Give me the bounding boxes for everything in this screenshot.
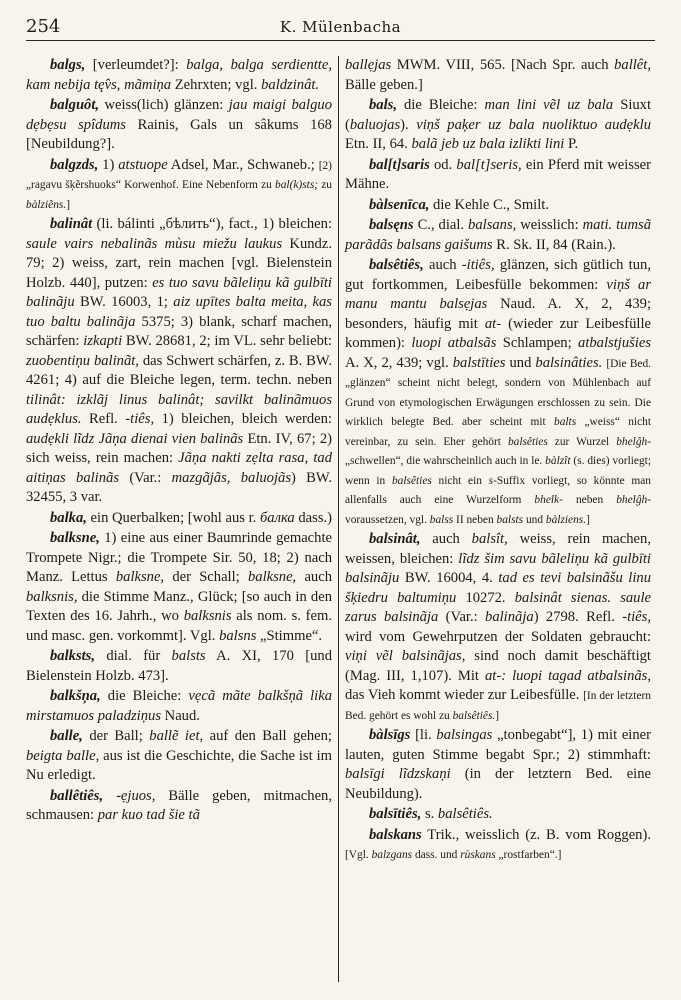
entry-text: dial. für <box>95 648 172 664</box>
entry-text: 1) eine aus einer Baumrinde gemachte Trompete Nigr.; die Trompete Sir. 50, 18; 2) nach Manz. Lettus <box>26 530 332 585</box>
entry-text: -Suffix vorliegt, so könnte man allenfalls auch eine Wurzelform <box>345 474 651 506</box>
entry-text: ein Querbalken; [wohl aus r. <box>86 509 260 526</box>
entry-text: Schlampen; <box>496 335 579 351</box>
entry-text: Rainis, Gals un sâkums 168 [Neubildung?]. <box>26 116 332 152</box>
entry-text: 10272. <box>456 589 515 606</box>
column-divider <box>338 56 339 982</box>
entry-text: und <box>505 354 536 371</box>
entry-example: rùskans <box>460 849 496 861</box>
dictionary-entry <box>26 647 332 686</box>
entry-example: bhelk- <box>534 494 563 506</box>
page-number: 254 <box>26 16 61 37</box>
entry-example: balã jeb uz bala izlikti lini <box>411 136 565 152</box>
entry-headword: balskans <box>369 826 422 843</box>
entry-example: balksne, <box>247 569 297 585</box>
entry-text: Zehrxten; vgl. <box>171 76 262 93</box>
entry-headword: balgs, <box>50 57 86 73</box>
entry-text: auch <box>420 531 472 547</box>
entry-text: glänzen, sich gütlich tun, gut fortkommen, Leibesfülle bekommen: <box>345 257 651 293</box>
entry-headword: balsęns <box>369 217 414 233</box>
entry-example: mazgãjãs, baluojãs <box>171 469 292 486</box>
entry-example: balsns <box>219 627 257 644</box>
entry-example: vẹcã mãte balkšņã lika mirstamuos paladziņus <box>26 688 333 724</box>
entry-text: auf den Ball gehen; <box>203 728 332 744</box>
entry-example: zuobentiņu balinãt, <box>26 352 139 369</box>
dictionary-entry <box>26 787 332 826</box>
entry-example: tilinât: izklãj linus balinât; savilkt balinãmuos audẹklus. <box>26 391 332 427</box>
entry-example: viņš ar manu mantu balsẹjas <box>345 276 651 312</box>
entry-text: 5375; 3) blank, scharf machen, schärfen: <box>26 313 333 349</box>
entry-headword: balsinât, <box>369 531 421 547</box>
entry-text: dass. und <box>412 849 461 861</box>
entry-example: man lini vẽl uz bala <box>484 97 614 113</box>
entry-example: es tuo savu bãleliņu kã gulbīti balinãju <box>26 274 332 310</box>
dictionary-entry <box>26 687 332 726</box>
entry-example: balzgans <box>371 849 413 861</box>
entry-example: bàlziens. <box>545 513 587 526</box>
dictionary-entry <box>345 256 651 529</box>
entry-example: bàlzît <box>545 455 571 467</box>
entry-example: balsêties <box>391 474 432 487</box>
entry-text: aus ist die Geschichte, die Sache ist im Nu erledigt. <box>26 747 332 783</box>
entry-text: (in der letztern Bed. eine Neubildung). <box>345 766 651 802</box>
entry-text: die Bleiche: <box>396 97 485 113</box>
entry-example: balsans, <box>468 217 517 233</box>
entry-headword: bal[t]saris <box>369 156 430 173</box>
dictionary-entry <box>26 96 332 155</box>
entry-headword: balsêtiês, <box>369 257 424 273</box>
entry-example: balsît, <box>471 531 508 547</box>
entry-headword: balsītiês, <box>369 806 422 822</box>
entry-text: neben <box>562 494 617 506</box>
entry-text: MWM. VIII, 565. [Nach Spr. auch <box>391 57 615 73</box>
entry-example: lĩdz šim savu bãleliņu kã gulbīti balsinãju <box>345 550 651 586</box>
entry-text: zu <box>318 179 332 191</box>
entry-example: viņi vẽl balsinãjas, <box>345 648 466 664</box>
entry-text: als nom. s. fem. und masc. gen. vorkommt]. Vgl. <box>26 608 332 644</box>
entry-example: balsinâties. <box>535 354 603 371</box>
entry-example: baluojas <box>349 116 401 133</box>
entry-example: mati. tumsã parãdãs balsans gaišums <box>345 217 651 253</box>
entry-text: „rostfarben“.] <box>495 849 562 861</box>
entry-text: ] <box>586 513 590 526</box>
entry-headword: balle, <box>50 728 83 744</box>
entry-example: balts <box>554 416 577 428</box>
entry-text: weiss, rein machen, weissen, bleichen: <box>345 531 651 567</box>
entry-text: ] <box>495 709 500 722</box>
entry-text: Bälle geben.] <box>345 76 423 93</box>
entry-text: Kundz. 79; 2) weiss, zart, rein machen [vgl. Bielenstein Holzb. 440], putzen: <box>26 235 332 291</box>
entry-example: itiês, <box>466 257 495 273</box>
entry-text: ) BW. 32455, 3 var. <box>26 469 332 505</box>
entry-text: Bälle geben, mitmachen, schmausen: <box>26 787 332 823</box>
entry-example: balstīties <box>452 354 506 371</box>
entry-text: BW. 16004, 4. <box>399 570 499 586</box>
entry-example: beigta balle, <box>26 747 100 764</box>
entry-text: BW. 28681, 2; im VL. sehr beliebt: <box>122 333 332 349</box>
entry-text: „tonbegabt“], 1) mit einer lauten, guten Stimme begabt Spr.; 2) stimmhaft: <box>345 727 651 763</box>
entry-headword: balksts, <box>50 648 96 664</box>
entry-example: s <box>488 474 494 487</box>
entry-text: sind noch damit beschäftigt (Mag. III, 1,107). Mit <box>345 648 651 684</box>
entry-example: Jãņa nakti zẹlta rasa, tad aitiņas balinãs <box>26 450 332 486</box>
entry-text: „Stimme“. <box>256 627 323 644</box>
dictionary-entry <box>345 826 651 865</box>
dictionary-entry <box>26 156 332 215</box>
dictionary-entry <box>345 530 651 725</box>
entry-text: zur Wurzel <box>547 435 617 448</box>
entry-text: die Kehle C., Smilt. <box>429 196 549 213</box>
entry-example: bàlziẽns. <box>26 198 67 211</box>
entry-text: ) 2798. Refl. - <box>533 609 628 625</box>
entry-headword: bàlsenīca, <box>369 196 430 213</box>
entry-text: die Bleiche: <box>100 688 189 704</box>
entry-example: par kuo tad šie tã <box>97 807 200 823</box>
entry-example: bhelĝh- <box>616 494 651 506</box>
entry-example: balksnis, <box>26 588 78 605</box>
page-header <box>26 14 655 41</box>
left-column <box>26 56 332 984</box>
entry-example: balss <box>429 513 454 526</box>
dictionary-entry <box>345 96 651 155</box>
entry-example: tiês, <box>130 411 155 427</box>
entry-text: weiss(lich) glänzen: <box>99 97 229 113</box>
entry-example: balsts <box>171 648 206 664</box>
dictionary-entry <box>26 509 332 529</box>
entry-text: die Stimme Manz., Glück; [so auch in den Texten des 16. Jahrh., wo <box>26 588 332 624</box>
entry-example: balga, balga serdientte, kam nebija tę̂vs, mãmiņa <box>26 57 332 93</box>
entry-example: balsêtiês. <box>452 709 496 722</box>
entry-example: luopi atbalsãs <box>411 335 497 351</box>
entry-example: balsts <box>496 513 524 526</box>
entry-headword: balkšņa, <box>50 688 101 704</box>
entry-text: R. Sk. II, 84 (Rain.). <box>492 236 616 253</box>
entry-text: 1) <box>98 156 119 173</box>
entry-text: ein Pferd mit weisser Mähne. <box>345 156 651 192</box>
entry-text: Adsel, Mar., Schwaneb.; <box>167 156 319 173</box>
entry-example: saule vairs nebalinãs mùsu miežu laukus <box>26 235 283 252</box>
entry-example: viņš paķer uz bala nuoliktuo audẹklu <box>416 116 651 133</box>
dictionary-entry <box>345 805 651 825</box>
entry-example: -ẹjuos, <box>116 787 156 804</box>
entry-example: bal[t]seris, <box>456 156 522 173</box>
right-column <box>345 56 651 984</box>
entry-example: balsīgi lĩdzskaņi <box>345 766 451 782</box>
entry-example: ballêt, <box>614 57 651 73</box>
entry-text: nicht ein <box>431 474 489 487</box>
entry-text: s. <box>421 806 438 822</box>
entry-text: Etn. IV, 67; 2) sich weiss, rein machen: <box>26 430 332 466</box>
entry-example: балка <box>259 509 295 526</box>
entry-text: C., dial. <box>413 217 469 233</box>
entry-text: und <box>523 513 546 526</box>
entry-text: der Ball; <box>82 728 150 744</box>
entry-text: dass.) <box>294 509 333 526</box>
entry-headword: ballêtiês, <box>50 787 104 804</box>
entry-headword: balka, <box>50 509 87 526</box>
entry-text: (wieder zur Leibesfülle kommen): <box>345 315 651 351</box>
dictionary-entry <box>26 529 332 646</box>
entry-text: Naud. <box>161 707 200 724</box>
entry-headword: balksne, <box>50 530 100 546</box>
dictionary-entry <box>345 216 651 255</box>
entry-text: auch <box>296 569 332 585</box>
entry-text: Trik., weisslich (z. B. vom Roggen). <box>421 826 651 843</box>
entry-text: II neben <box>453 513 497 526</box>
entry-text: [li. <box>410 727 437 743</box>
entry-text: A. XI, 170 [und Bielenstein Holzb. 473]. <box>26 648 332 684</box>
entry-text: 1) bleichen, bleich werden: <box>154 411 332 427</box>
entry-headword: balgzds, <box>50 156 99 173</box>
entry-example: audẹkli lĩdz Jãņa dienai vien balinãs <box>26 430 244 447</box>
entry-example: ballẽ iet, <box>149 728 204 744</box>
entry-text: A. X, 2, 439; vgl. <box>345 354 453 371</box>
entry-text: [Vgl. <box>345 849 372 861</box>
entry-example: izkapti <box>83 333 123 349</box>
entry-text: ] <box>66 198 70 211</box>
entry-example: balksnis <box>183 608 232 624</box>
entry-text: [2) „ragavu šķẽrshuoks“ Korwenhof. Eine Nebenform zu <box>26 159 332 191</box>
dictionary-entry <box>26 727 332 786</box>
dictionary-entry <box>345 196 651 216</box>
entry-text: [verleumdet?]: <box>85 57 187 73</box>
entry-example: tiês, <box>627 609 651 625</box>
entry-example: bhelĝh- <box>616 435 651 448</box>
entry-example: at-: luopi tagad atbalsinãs, <box>484 667 651 684</box>
entry-headword: bals, <box>369 97 397 113</box>
entry-text: voraussetzen, vgl. <box>345 513 430 526</box>
entry-text: P. <box>564 136 579 152</box>
entry-example: balksne, <box>115 569 165 585</box>
entry-example: atstuope <box>118 156 168 173</box>
entry-example: atbalstjušies <box>578 335 652 351</box>
entry-text: (li. bálinti „бѣлить“), fact., 1) bleichen: <box>92 216 332 232</box>
entry-text <box>103 788 116 804</box>
entry-text: od. <box>429 156 457 173</box>
dictionary-entry <box>345 156 651 195</box>
entry-text: ). <box>400 116 417 133</box>
entry-text: BW. 16003, 1; <box>74 294 174 310</box>
entry-example: balinãja <box>485 609 534 625</box>
entry-example: balsêtiês. <box>437 806 493 822</box>
entry-text: Naud. A. X, 2, 439; besonders, häufig mit <box>345 296 651 332</box>
entry-text: (s. dies) vorliegt; wenn in <box>345 455 651 487</box>
entry-text: „weiss“ nicht vereinbar, zu sein. Eher gehört <box>345 416 651 448</box>
entry-example: bal(k)sts; <box>275 179 319 191</box>
entry-text: „schwellen“, die wahrscheinlich auch in le. <box>345 455 546 467</box>
entry-example: ballẹjas <box>345 57 392 73</box>
entry-example: balsêties <box>507 435 548 448</box>
entry-example: at- <box>484 315 502 332</box>
dictionary-entry <box>26 215 332 508</box>
entry-text: Siuxt ( <box>345 97 652 133</box>
entry-example: jau maigi balguo dẹbẹsu spîdums <box>26 97 332 133</box>
entry-example: balsinât sienas. saule zarus balsinãja <box>345 589 651 625</box>
entry-text: [Die Bed. „glänzen“ scheint nicht belegt, sondern von Mühlenbach auf Grund von etymologischen Erwägungen erschlossen zu sein. Die wirklich belegte Bed. aber scheint mit <box>345 357 652 428</box>
running-title: K. Mülenbacha <box>279 18 402 36</box>
entry-example: balsingas <box>436 727 493 743</box>
entry-example: baldzinât. <box>261 76 320 93</box>
entry-example: aiz upītes balta meita, kas tuo baltu balinãja <box>26 294 332 330</box>
dictionary-entry <box>345 726 651 804</box>
entry-text: [In der letztern Bed. gehört es wohl zu <box>345 690 652 722</box>
entry-headword: balguôt, <box>50 97 100 113</box>
entry-text: (Var.: <box>119 469 172 486</box>
entry-text: (Var.: <box>438 609 486 625</box>
entry-headword: balinât <box>50 216 93 232</box>
entry-text: der Schall; <box>164 569 248 585</box>
entry-text: wird vom Gewehrputzen der Soldaten gebraucht: <box>345 628 651 645</box>
dictionary-entry <box>26 56 332 95</box>
entry-text: das Vieh kommt wieder zur Leibesfülle. <box>345 687 584 703</box>
entry-text: auch - <box>423 257 467 273</box>
entry-headword: bàlsīgs <box>369 727 411 743</box>
entry-text: das Schwert schärfen, z. B. BW. 4261; 4) auf die Bleiche legen, term. techn. neben <box>26 352 332 388</box>
dictionary-entry <box>345 56 651 95</box>
entry-text: Etn. II, 64. <box>345 136 412 152</box>
entry-example: tad es tevi balsinãšu linu šķiedru baltumiņu <box>345 570 651 606</box>
entry-text: weisslich: <box>516 217 583 233</box>
entry-text: Refl. - <box>81 411 131 427</box>
